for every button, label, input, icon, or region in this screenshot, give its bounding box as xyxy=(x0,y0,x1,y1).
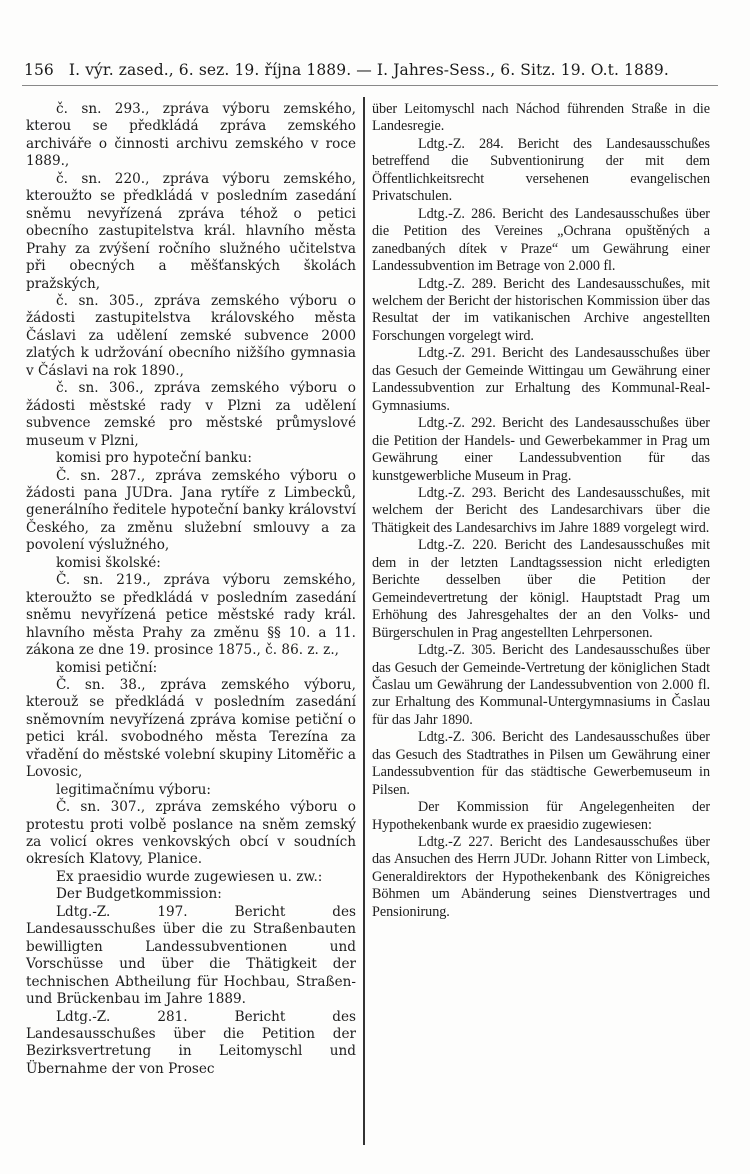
paragraph: Ldtg.-Z. 305. Bericht des Landesausschußes über das Gesuch der Gemeinde-Vertretung der königlichen Stadt Časlau um Gewährung der Landessubvention von 2.000 fl. zur Erhaltung des Kommunal-Untergymnasiums in Časlau für das Jahr 1890. xyxy=(372,642,710,728)
paragraph: Ldtg.-Z. 293. Bericht des Landesausschußes, mit welchem der Bericht des Landesarchivars über die Thätigkeit des Landesarchivs im Jahre 1889 vorgelegt wird. xyxy=(372,484,710,536)
paragraph: Der Budgetkommission: xyxy=(56,886,222,903)
paragraph: Č. sn. 219., zpráva výboru zemského, kteroužto se předkládá v posledním zasedání sněmu nevyřízená petice městské rady král. hlavního města Prahy za změnu §§ 10. a 11. zákona ze dne 19. prosince 1875., č. 86. z. z., xyxy=(26,572,356,659)
paragraph: Č. sn. 38., zpráva zemského výboru, kterouž se předkládá v posledním zasedání sněmovním nevyřízená zpráva komise petiční o petici král. svobodného města Terezína za vřadění do městské volební skupiny Litoměřic a Lovosic, xyxy=(26,676,356,781)
paragraph: komisi školské: xyxy=(56,554,161,571)
running-header xyxy=(24,61,714,79)
paragraph: č. sn. 305., zpráva zemského výboru o žádosti zastupitelstva královského města Čáslavi za udělení zemské subvence 2000 zlatých k udržování obecního nižšího gymnasia v Čáslavi na rok 1890., xyxy=(26,292,356,379)
column-divider xyxy=(363,97,365,1145)
paragraph: č. sn. 293., zpráva výboru zemského, kterou se předkládá zpráva zemského archiváře o činnosti archivu zemského v roce 1889., xyxy=(26,101,356,170)
paragraph: legitimačnímu výboru: xyxy=(56,781,212,798)
right-column-german xyxy=(372,101,710,921)
header-dash: — xyxy=(356,61,372,79)
page-number: 156 xyxy=(24,61,54,79)
paragraph: Ldtg.-Z. 286. Bericht des Landesausschußes über die Petition des Vereines „Ochrana opuštěných a zanedbaných dítek v Praze“ um Gewährung einer Landessubvention im Betrage von 2.000 fl. xyxy=(372,205,710,275)
header-german: I. Jahres-Sess., 6. Sitz. 19. O.t. 1889. xyxy=(376,61,669,79)
paragraph: Ldtg.-Z. 284. Bericht des Landesausschußes betreffend die Subventionirung der mit dem Öffentlichkeitsrecht versehenen evangelischen Privatschulen. xyxy=(372,135,710,205)
paragraph: über Leitomyschl nach Náchod führenden Straße in die Landesregie. xyxy=(372,101,710,135)
paragraph: č. sn. 220., zpráva výboru zemského, kteroužto se předkládá v posledním zasedání sněmu nevyřízená zpráva téhož o petici obecního zastupitelstva král. hlavního města Prahy za zvýšení ročního služného učitelstva při obecných a měšťanských školách pražských, xyxy=(26,170,356,292)
paragraph: Ldtg.-Z. 197. Bericht des Landesausschußes über die zu Straßenbauten bewilligten Landessubventionen und Vorschüsse und über die Thätigkeit der technischen Abtheilung für Hochbau, Straßen- und Brückenbau im Jahre 1889. xyxy=(26,903,356,1008)
paragraph: komisi petiční: xyxy=(56,659,158,676)
header-czech: I. výr. zased., 6. sez. 19. října 1889. xyxy=(68,61,352,79)
paragraph: Ldtg.-Z. 289. Bericht des Landesausschußes, mit welchem der Bericht der historischen Kommission über das Resultat der im vatikanischen Archive angestellten Forschungen vorgelegt wird. xyxy=(372,275,710,344)
paragraph: Ldtg.-Z. 281. Bericht des Landesausschußes über die Petition der Bezirksvertretung in Leitomyschl und Übernahme der von Prosec xyxy=(26,1008,356,1077)
paragraph: Der Kommission für Angelegenheiten der Hypothekenbank wurde ex praesidio zugewiesen: xyxy=(372,799,710,833)
paragraph: Č. sn. 307., zpráva zemského výboru o protestu proti volbě poslance na sněm zemský za volicí okres venkovských obcí v soudních okresích Klatovy, Planice. xyxy=(26,799,356,868)
left-column-czech xyxy=(26,101,356,1078)
paragraph: Ldtg.-Z 227. Bericht des Landesausschußes über das Ansuchen des Herrn JUDr. Johann Ritter von Limbeck, Generaldirektors der Hypothekenbank des Königreiches Böhmen um Abänderung seines Dienstvertrages und Pensionirung. xyxy=(372,834,710,920)
paragraph: Ldtg.-Z. 306. Bericht des Landesausschußes über das Gesuch des Stadtrathes in Pilsen um Gewährung einer Landessubvention für das städtische Gewerbemuseum in Pilsen. xyxy=(372,729,710,798)
paragraph: Ldtg.-Z. 220. Bericht des Landesausschußes mit dem in der letzten Landtagssession nicht erledigten Berichte desselben über die Petition der Gemeindevertretung der königl. Hauptstadt Prag um Erhöhung des Jahresgehaltes der an den Volks- und Bürgerschulen in Prag angestellten Lehrpersonen. xyxy=(372,537,710,641)
paragraph: č. sn. 306., zpráva zemského výboru o žádosti městské rady v Plzni za udělení subvence zemské pro městské průmyslové museum v Plzni, xyxy=(26,380,356,449)
paragraph: Ldtg.-Z. 292. Bericht des Landesausschußes über die Petition der Handels- und Gewerbekammer in Prag um Gewährung einer Landessubvention für das kunstgewerbliche Museum in Prag. xyxy=(372,415,710,484)
paragraph: Ldtg.-Z. 291. Bericht des Landesausschußes über das Gesuch der Gemeinde Wittingau um Gewährung einer Landessubvention zur Erhaltung des Kommunal-Real-Gymnasiums. xyxy=(372,345,710,414)
paragraph: Ex praesidio wurde zugewiesen u. zw.: xyxy=(56,868,323,885)
paragraph: komisi pro hypoteční banku: xyxy=(56,450,253,467)
paragraph: Č. sn. 287., zpráva zemského výboru o žádosti pana JUDra. Jana rytíře z Limbecků, generálního ředitele hypoteční banky království Českého, za změnu služební smlouvy a za povolení výslužného, xyxy=(26,467,356,554)
header-rule xyxy=(22,85,718,86)
